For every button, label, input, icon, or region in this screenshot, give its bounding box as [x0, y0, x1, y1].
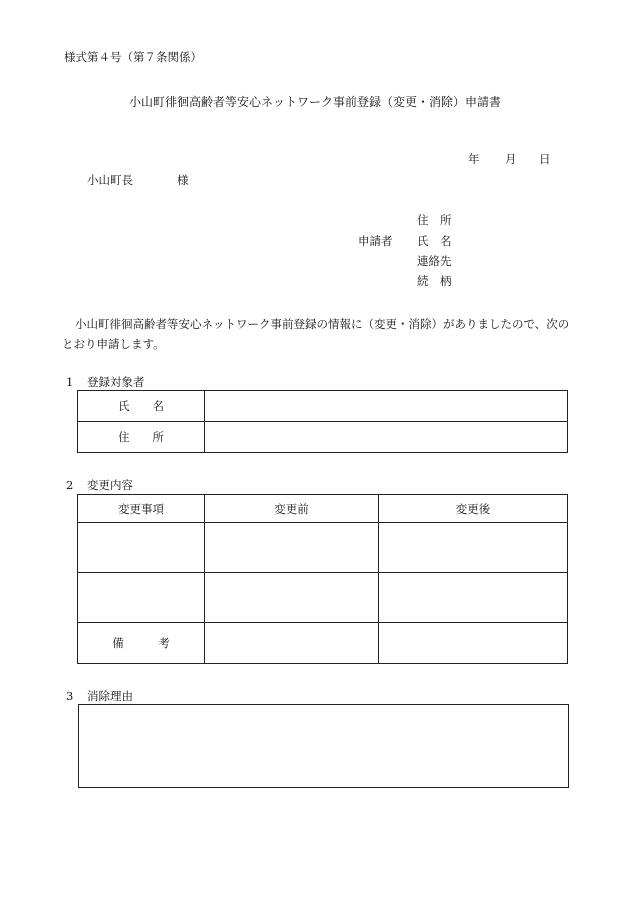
remarks-label: 備 考	[78, 623, 205, 664]
page-title: 小山町徘徊高齢者等安心ネットワーク事前登録（変更・消除）申請書	[128, 95, 501, 109]
remarks-before-cell[interactable]	[205, 623, 379, 664]
section3-title: 消除理由	[87, 689, 133, 703]
section3-heading	[66, 688, 133, 704]
registrant-name-field[interactable]	[205, 391, 568, 422]
date-month-label: 月	[505, 152, 517, 166]
table-row	[78, 422, 568, 453]
section1-number: 1	[66, 375, 74, 389]
applicant-contact-label: 連絡先	[417, 254, 452, 268]
table-row	[78, 523, 568, 573]
addressee-honorific: 様	[177, 173, 189, 187]
changes-table	[77, 494, 568, 664]
table-row	[78, 623, 568, 664]
deletion-reason-box[interactable]	[78, 704, 569, 788]
section2-number: 2	[66, 478, 74, 492]
table-row	[78, 391, 568, 422]
column-header-change-item: 変更事項	[78, 495, 205, 523]
date-day-label: 日	[539, 152, 551, 166]
after-cell[interactable]	[379, 573, 568, 623]
date-year-label: 年	[468, 152, 480, 166]
table-row	[78, 573, 568, 623]
before-cell[interactable]	[205, 523, 379, 573]
body-text: 小山町徘徊高齢者等安心ネットワーク事前登録の情報に（変更・消除）がありましたので、次のとおり申請します。	[62, 317, 570, 351]
remarks-after-cell[interactable]	[379, 623, 568, 664]
applicant-relationship-label: 続 柄	[417, 274, 452, 288]
section2-title: 変更内容	[87, 478, 133, 492]
registrant-table	[77, 390, 568, 453]
addressee	[87, 172, 189, 188]
form-number: 様式第４号（第７条関係）	[64, 50, 202, 64]
addressee-name: 小山町長	[87, 173, 133, 187]
applicant-label: 申請者	[358, 234, 393, 248]
change-item-cell[interactable]	[78, 573, 205, 623]
applicant-address-label: 住 所	[417, 213, 452, 227]
table-header-row	[78, 495, 568, 523]
registrant-name-label: 氏 名	[78, 391, 205, 422]
applicant-name-label: 氏 名	[417, 234, 452, 248]
change-item-cell[interactable]	[78, 523, 205, 573]
column-header-before: 変更前	[205, 495, 379, 523]
after-cell[interactable]	[379, 523, 568, 573]
before-cell[interactable]	[205, 573, 379, 623]
section3-number: 3	[66, 689, 74, 703]
registrant-address-field[interactable]	[205, 422, 568, 453]
section1-title: 登録対象者	[87, 375, 145, 389]
column-header-after: 変更後	[379, 495, 568, 523]
section1-heading	[66, 374, 145, 390]
registrant-address-label: 住 所	[78, 422, 205, 453]
section2-heading	[66, 477, 133, 493]
